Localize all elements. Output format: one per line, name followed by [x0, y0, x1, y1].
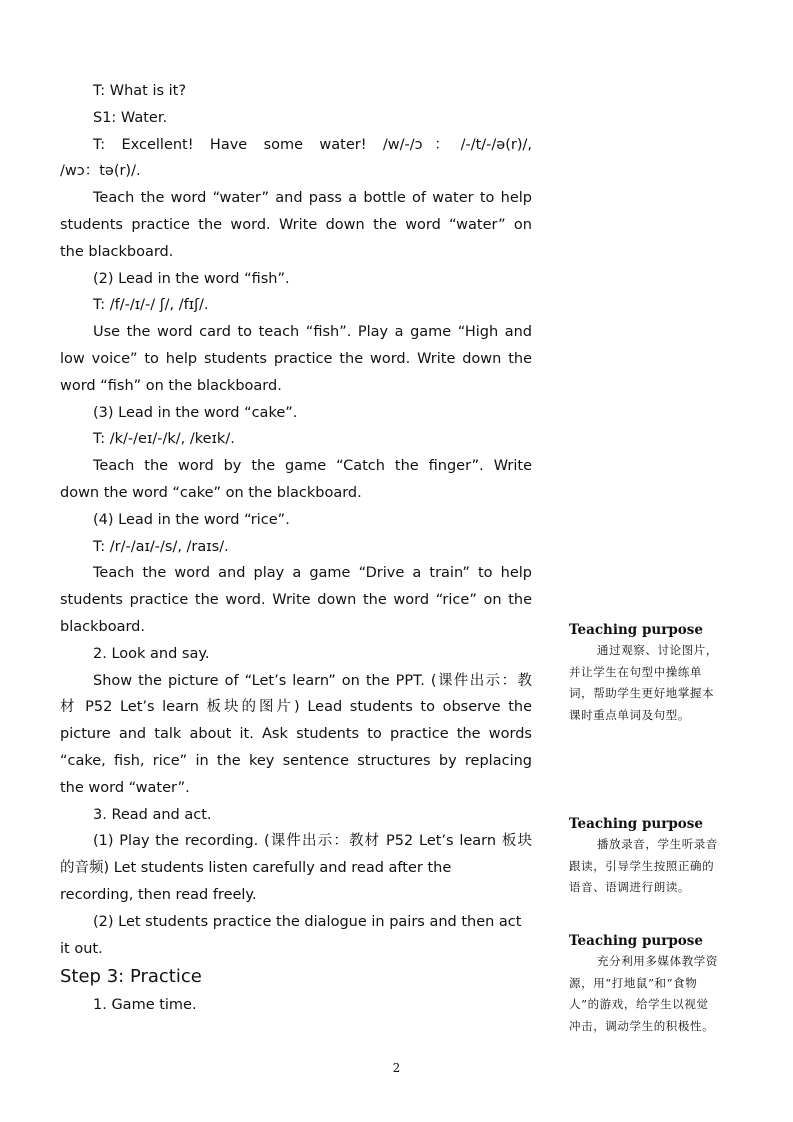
text-line: low voice” to help students practice the word. Write down the: [60, 350, 532, 367]
page-number: 2: [392, 1061, 401, 1075]
text-line: 的音频) Let students listen carefully and read after the: [60, 860, 452, 877]
side-note: [569, 814, 741, 899]
side-note-line: 语音、语调进行朗读。: [569, 880, 690, 894]
side-note-line: 课时重点单词及句型。: [569, 707, 690, 722]
side-note-line: 源，用“打地鼠”和“食物: [569, 975, 698, 990]
main-text-column: [60, 78, 532, 1019]
text-line: 1. Game time.: [93, 997, 197, 1014]
side-note-line: 冲击，调动学生的积极性。: [569, 1018, 715, 1033]
text-line: the word “water”.: [60, 779, 190, 796]
text-line: “cake, fish, rice” in the key sentence structures by replacing: [60, 752, 532, 769]
text-line: Show the picture of “Let’s learn” on the PPT. (课件出示：教: [93, 672, 532, 689]
side-note-line: 通过观察、讨论图片，: [597, 643, 718, 657]
text-line: T: /f/-/ɪ/-/ ʃ/, /fɪʃ/.: [93, 297, 209, 314]
text-line: T: /r/-/aɪ/-/s/, /raɪs/.: [93, 538, 229, 555]
text-line: Teach the word and play a game “Drive a train” to help: [93, 565, 532, 582]
text-line: 3. Read and act.: [93, 806, 212, 823]
text-line: (3) Lead in the word “cake”.: [93, 404, 298, 421]
side-note-line: 并让学生在句型中操练单: [569, 664, 703, 679]
text-line: students practice the word. Write down the word “water” on: [60, 216, 532, 233]
text-line: (2) Let students practice the dialogue in pairs and then act: [93, 913, 522, 930]
text-line: the blackboard.: [60, 243, 174, 260]
side-note-title: Teaching purpose: [569, 816, 703, 832]
section-heading: Step 3: Practice: [60, 966, 202, 988]
text-line: recording, then read freely.: [60, 886, 257, 903]
text-line: T: Excellent! Have some water! /w/-/ɔ：/-/t/-/ə(r)/,: [93, 136, 532, 153]
text-line: /wɔ：tə(r)/.: [60, 163, 141, 180]
side-note: [569, 620, 741, 726]
side-note-line: 充分利用多媒体教学资: [597, 954, 718, 968]
text-line: it out.: [60, 940, 103, 957]
text-line: 2. Look and say.: [93, 645, 210, 662]
text-line: S1: Water.: [93, 109, 168, 126]
text-line: T: /k/-/eɪ/-/k/, /keɪk/.: [93, 431, 235, 448]
side-note-title: Teaching purpose: [569, 933, 703, 949]
text-line: (4) Lead in the word “rice”.: [93, 511, 290, 528]
text-line: blackboard.: [60, 618, 145, 635]
text-line: Teach the word “water” and pass a bottle of water to help: [93, 190, 532, 207]
text-line: word “fish” on the blackboard.: [60, 377, 282, 394]
text-line: (1) Play the recording. (课件出示：教材 P52 Let’s learn 板块: [93, 833, 532, 850]
side-note-text: [569, 834, 741, 899]
text-line: students practice the word. Write down the word “rice” on the: [60, 592, 532, 609]
text-line: 材 P52 Let’s learn 板块的图片) Lead students to observe the: [60, 699, 532, 716]
side-note-line: 播放录音，学生听录音: [597, 837, 718, 851]
text-line: (2) Lead in the word “fish”.: [93, 270, 290, 287]
text-line: down the word “cake” on the blackboard.: [60, 484, 362, 501]
side-note-text: [569, 951, 741, 1037]
side-note: [569, 931, 741, 1037]
text-line: Teach the word by the game “Catch the finger”. Write: [93, 458, 532, 475]
side-note-line: 人”的游戏，给学生以视觉: [569, 997, 709, 1011]
side-note-text: [569, 640, 741, 726]
text-line: Use the word card to teach “fish”. Play a game “High and: [93, 324, 532, 341]
side-note-line: 词，帮助学生更好地掌握本: [569, 686, 715, 700]
text-line: picture and talk about it. Ask students to practice the words: [60, 726, 532, 743]
side-note-title: Teaching purpose: [569, 622, 703, 638]
text-line: T: What is it?: [93, 83, 187, 99]
side-note-line: 跟读，引导学生按照正确的: [569, 858, 715, 873]
